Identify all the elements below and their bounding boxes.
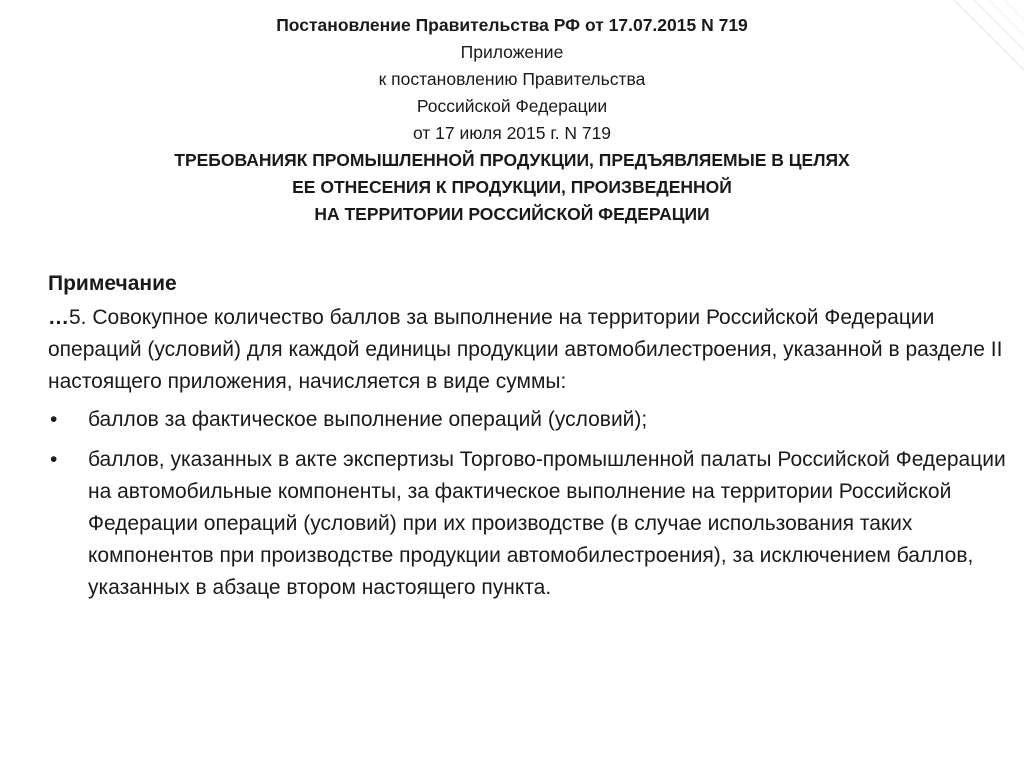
note-title: Примечание [48, 272, 177, 295]
list-item-text: баллов за фактическое выполнение операций (условий); [88, 408, 648, 431]
document-header [40, 12, 984, 228]
document-title-line-1: ТРЕБОВАНИЯК ПРОМЫШЛЕННОЙ ПРОДУКЦИИ, ПРЕДЪЯВЛЯЕМЫЕ В ЦЕЛЯХ [174, 150, 850, 170]
appendix-country-line: Российской Федерации [416, 96, 608, 116]
appendix-to-line: к постановлению Правительства [378, 69, 646, 89]
note-paragraph [48, 302, 1008, 398]
note-section [48, 268, 1008, 612]
bullet-icon: • [50, 448, 58, 471]
document-title-line-2: ЕЕ ОТНЕСЕНИЯ К ПРОДУКЦИИ, ПРОИЗВЕДЕННОЙ [292, 177, 732, 197]
list-item [48, 444, 1008, 604]
decree-reference: Постановление Правительства РФ от 17.07.2015 N 719 [276, 15, 748, 35]
list-item-text: баллов, указанных в акте экспертизы Торгово-промышленной палаты Российской Федерации на автомобильные компоненты, за фактическое выполнение на территории Российской Федерации операций (условий) при их производстве (в случае использования таких компонентов при производстве продукции автомобилестроения), за исключением баллов, указанных в абзаце втором настоящего пункта. [88, 448, 1006, 599]
note-paragraph-text: 5. Совокупное количество баллов за выполнение на территории Российской Федерации операций (условий) для каждой единицы продукции автомобилестроения, указанной в разделе II настоящего приложения, начисляется в виде суммы: [48, 306, 1003, 393]
list-item [48, 404, 1008, 436]
bullet-icon: • [50, 408, 58, 431]
ellipsis-mark: … [48, 306, 69, 329]
appendix-label: Приложение [460, 42, 564, 62]
document-title-line-3: НА ТЕРРИТОРИИ РОССИЙСКОЙ ФЕДЕРАЦИИ [314, 204, 710, 224]
bullet-list [48, 404, 1008, 604]
appendix-date-line: от 17 июля 2015 г. N 719 [412, 123, 612, 143]
